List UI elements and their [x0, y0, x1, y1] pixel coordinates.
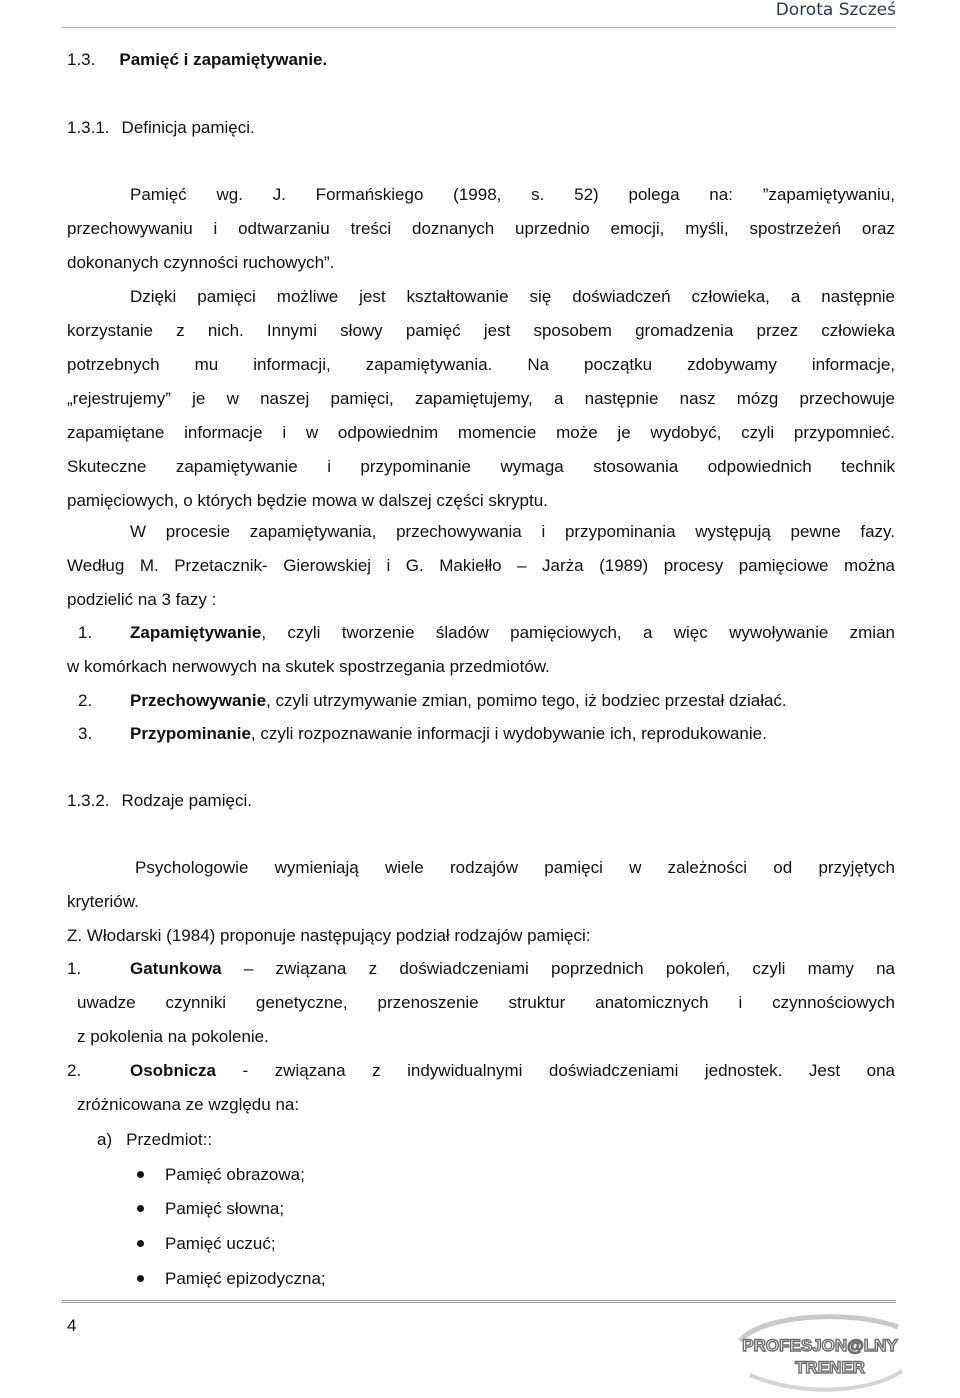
memory-type-item: 2. Osobnicza - związana z indywidualnymi doświadczeniami jednostek. Jest ona zróżnicowana ze względu na:	[67, 1061, 895, 1114]
list-item: Pamięć epizodyczna;	[137, 1262, 326, 1296]
paragraph-types-intro: Psychologowie wymieniają wiele rodzajów pamięci w zależności od przyjętych kryteriów.	[67, 858, 895, 911]
bullet-icon	[137, 1171, 144, 1178]
subsection-heading-2: 1.3.2. Rodzaje pamięci.	[67, 791, 252, 810]
list-item: Pamięć słowna;	[137, 1192, 284, 1226]
header-divider	[62, 27, 896, 28]
phase-item: 3. Przypominanie, czyli rozpoznawanie informacji i wydobywanie ich, reprodukowanie.	[78, 724, 767, 743]
footer-divider	[62, 1300, 896, 1305]
paragraph-phases-intro: W procesie zapamiętywania, przechowywania i przypominania występują pewne fazy. Według M. Przetacznik- Gierowskiej i G. Makiełło – Jarża (1989) procesy pamięciowe można podzielić na 3 fazy :	[67, 522, 895, 609]
svg-text:PROFESJON@LNY: PROFESJON@LNY	[742, 1336, 898, 1355]
phase-item: 2. Przechowywanie, czyli utrzymywanie zmian, pomimo tego, iż bodziec przestał działać.	[78, 691, 787, 710]
phase-item: 1. Zapamiętywanie, czyli tworzenie śladów pamięciowych, a więc wywoływanie zmian w komórkach nerwowych na skutek spostrzegania przedmiotów.	[67, 623, 895, 676]
subsection-heading-1: 1.3.1. Definicja pamięci.	[67, 118, 255, 137]
sublist-heading: a) Przedmiot::	[97, 1130, 213, 1149]
paragraph-memory-role: Dzięki pamięci możliwe jest kształtowanie się doświadczeń człowieka, a następnie korzystanie z nich. Innymi słowy pamięć jest sposobem gromadzenia przez człowieka potrzebnych mu informacji, zapamiętywania. Na początku zdobywamy informacje, „rejestrujemy” je w naszej pamięci, zapamiętujemy, a następnie nasz mózg przechowuje zapamiętane informacje i w odpowiednim momencie może je wydobyć, czyli przypomnieć. Skuteczne zapamiętywanie i przypominanie wymaga stosowania odpowiednich technik pamięciowych, o których będzie mowa w dalszej części skryptu.	[67, 287, 895, 510]
list-item: Pamięć obrazowa;	[137, 1158, 305, 1192]
section-number: 1.3.	[67, 50, 96, 69]
bullet-icon	[137, 1275, 144, 1282]
page-number: 4	[67, 1316, 77, 1335]
paragraph-definition: Pamięć wg. J. Formańskiego (1998, s. 52) polega na: ”zapamiętywaniu, przechowywaniu i odtwarzaniu treści doznanych uprzednio emocji, myśli, spostrzeżeń oraz dokonanych czynności ruchowych”.	[67, 185, 895, 272]
paragraph-classification: Z. Włodarski (1984) proponuje następujący podział rodzajów pamięci:	[67, 926, 591, 945]
svg-text:TRENER: TRENER	[795, 1358, 865, 1377]
bullet-icon	[137, 1240, 144, 1247]
section-heading	[67, 43, 895, 77]
section-title: Pamięć i zapamiętywanie.	[119, 50, 328, 69]
header-author: Dorota Szcześ	[775, 0, 896, 20]
memory-type-item: 1. Gatunkowa – związana z doświadczeniami poprzednich pokoleń, czyli mamy na uwadze czynniki genetyczne, przenoszenie struktur anatomicznych i czynnościowych z pokolenia na pokolenie.	[67, 959, 895, 1046]
list-item: Pamięć uczuć;	[137, 1227, 276, 1261]
bullet-icon	[137, 1205, 144, 1212]
trainer-logo-icon	[730, 1313, 910, 1393]
